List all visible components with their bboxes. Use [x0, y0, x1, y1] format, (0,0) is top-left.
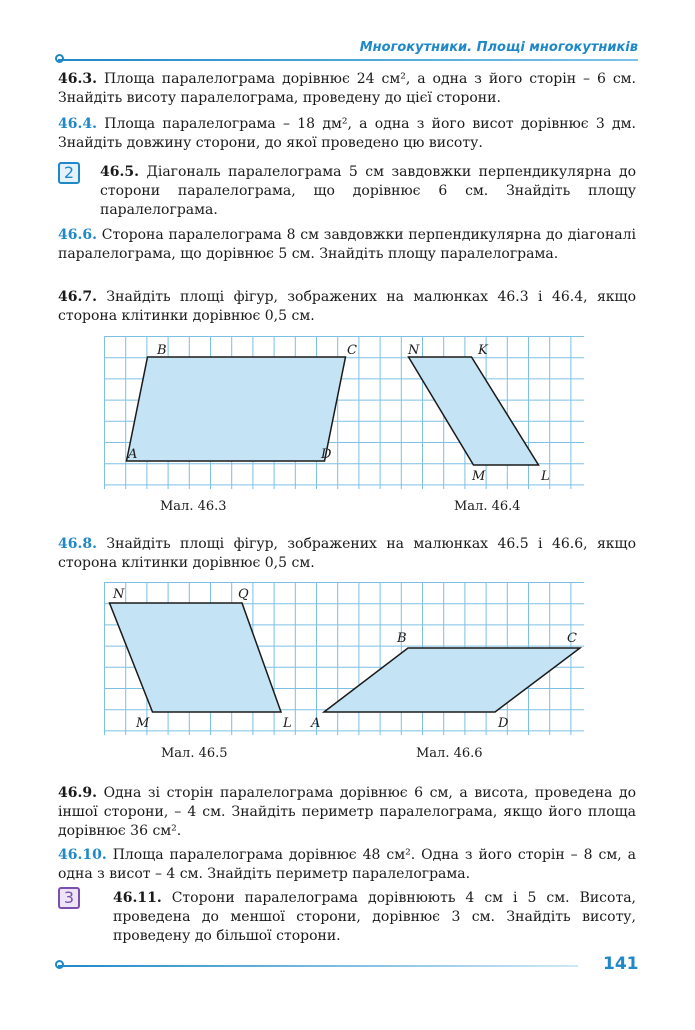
problem-text: Знайдіть площі фігур, зображених на малюнках 46.3 і 46.4, якщо сторона клітинки дорівнює 0,5 см.	[58, 289, 636, 324]
vertex-label-c: C	[567, 631, 577, 646]
vertex-label-a: A	[128, 447, 138, 462]
parallelogram-nqlm	[110, 603, 282, 712]
problem-number: 46.9.	[58, 785, 97, 801]
vertex-label-d: D	[321, 447, 332, 462]
problem-number: 46.6.	[58, 227, 97, 243]
page-number: 141	[603, 954, 639, 974]
figure-caption-46-4: Мал. 46.4	[454, 499, 521, 514]
vertex-label-k: K	[478, 343, 488, 358]
vertex-label-m: M	[136, 716, 150, 731]
problem-text: Сторони паралелограма дорівнюють 4 см і 5 см. Висота, проведена до меншої сторони, дорівнює 3 см. Знайдіть висоту, проведену до більшої сторони.	[113, 890, 636, 944]
footer-rule	[58, 965, 578, 967]
vertex-label-n: N	[113, 587, 125, 602]
problem-text: Знайдіть площі фігур, зображених на малюнках 46.5 і 46.6, якщо сторона клітинки дорівнює 0,5 см.	[58, 536, 636, 571]
parallelogram-abcd-2	[324, 648, 580, 712]
problem-number: 46.11.	[113, 890, 162, 906]
problem-number: 46.3.	[58, 71, 97, 87]
problem-number: 46.5.	[100, 164, 139, 180]
problem-text: Площа паралелограма дорівнює 48 см². Одна з його сторін – 8 см, а одна з висот – 4 см. Знайдіть периметр паралелограма.	[58, 847, 637, 882]
header-rule	[58, 59, 638, 61]
problem-number: 46.10.	[58, 847, 107, 863]
vertex-label-c: C	[347, 343, 357, 358]
problem-number: 46.4.	[58, 116, 97, 132]
running-header: Многокутники. Площі многокутників	[359, 40, 638, 55]
level-2-badge-icon: 2	[58, 162, 80, 184]
figure-grid-46-5-46-6	[104, 582, 584, 735]
problem-46-4	[58, 115, 636, 153]
vertex-label-q: Q	[238, 587, 249, 602]
vertex-label-b: B	[397, 631, 407, 646]
problem-46-8	[58, 535, 636, 573]
vertex-label-d: D	[498, 716, 509, 731]
problem-text: Одна зі сторін паралелограма дорівнює 6 см, а висота, проведена до іншої сторони, – 4 см. Знайдіть периметр паралелограма, якщо його площа дорівнює 36 см².	[58, 785, 636, 839]
problem-number: 46.7.	[58, 289, 97, 305]
problem-text: Сторона паралелограма 8 см завдовжки перпендикулярна до діагоналі паралелограма, що дорівнює 5 см. Знайдіть площу паралелограма.	[58, 227, 637, 262]
vertex-label-l: L	[283, 716, 292, 731]
figure-caption-46-3: Мал. 46.3	[160, 499, 227, 514]
problem-number: 46.8.	[58, 536, 97, 552]
problem-46-3	[58, 70, 636, 108]
problem-text: Площа паралелограма дорівнює 24 см², а одна з його сторін – 6 см. Знайдіть висоту паралелограма, проведену до цієї сторони.	[58, 71, 637, 106]
vertex-label-n: N	[408, 343, 420, 358]
problem-46-10	[58, 846, 636, 884]
problem-46-9	[58, 784, 636, 841]
vertex-label-l: L	[541, 469, 550, 484]
figure-grid-46-3-46-4	[104, 336, 584, 489]
parallelogram-abcd	[127, 357, 346, 461]
problem-46-6	[58, 226, 636, 264]
problem-text: Діагональ паралелограма 5 см завдовжки перпендикулярна до сторони паралелограма, що дорівнює 6 см. Знайдіть площу паралелограма.	[100, 164, 636, 218]
figure-caption-46-6: Мал. 46.6	[416, 746, 483, 761]
problem-46-11	[113, 889, 636, 946]
problem-text: Площа паралелограма – 18 дм², а одна з його висот дорівнює 3 дм. Знайдіть довжину сторони, до якої проведено цю висоту.	[58, 116, 637, 151]
problem-46-7	[58, 288, 636, 326]
level-3-badge-icon: 3	[58, 887, 80, 909]
figure-caption-46-5: Мал. 46.5	[161, 746, 228, 761]
vertex-label-a: A	[311, 716, 321, 731]
vertex-label-b: B	[157, 343, 167, 358]
problem-46-5	[100, 163, 636, 220]
vertex-label-m: M	[472, 469, 486, 484]
parallelogram-nklm	[409, 357, 539, 465]
